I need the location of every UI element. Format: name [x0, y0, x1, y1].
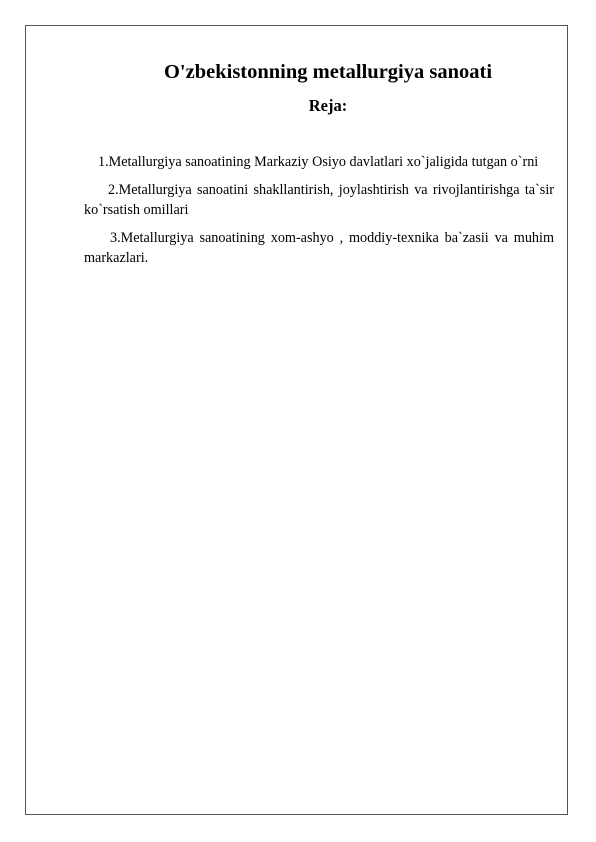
document-title: O'zbekistonning metallurgiya sanoati: [163, 61, 493, 83]
plan-list: [84, 152, 554, 276]
plan-item-3: 3.Metallurgiya sanoatining xom-ashyo , moddiy-texnika ba`zasii va muhim markazlari.: [84, 229, 554, 267]
page-border: [25, 25, 568, 815]
plan-item-2: 2.Metallurgiya sanoatini shakllantirish, joylashtirish va rivojlantirishga ta`sir ko`rsatish omillari: [84, 181, 554, 219]
plan-item-1: 1.Metallurgiya sanoatining Markaziy Osiyo davlatlari xo`jaligida tutgan o`rni: [98, 154, 539, 170]
plan-heading: Reja:: [308, 96, 348, 115]
